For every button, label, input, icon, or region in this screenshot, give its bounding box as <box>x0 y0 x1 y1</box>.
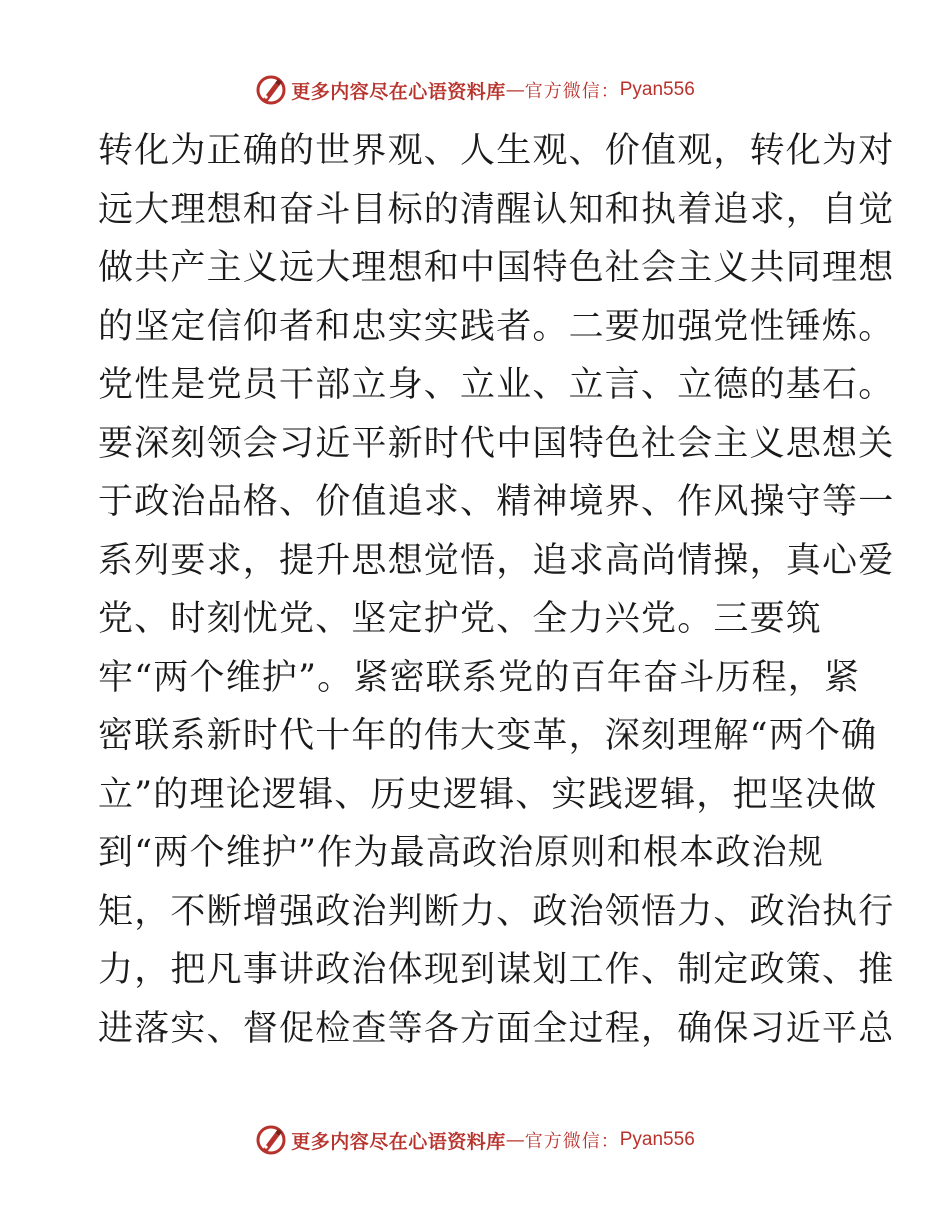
banner-official-label: 官方微信： <box>524 1131 620 1152</box>
text-line: 密联系新时代十年的伟大变革，深刻理解“两个确 <box>98 716 878 756</box>
text-line: 党性是党员干部立身、立业、立言、立德的基石。 <box>98 365 895 405</box>
document-body <box>98 122 895 1058</box>
banner-slogan: 更多内容尽在心语资料库 <box>291 80 506 103</box>
text-line: 牢“两个维护”。紧密联系党的百年奋斗历程，紧 <box>98 657 861 698</box>
pen-logo-icon <box>255 1124 287 1156</box>
text-line: 到“两个维护”作为最高政治原则和根本政治规 <box>98 833 824 873</box>
text-line: 于政治品格、价值追求、精神境界、作风操守等一 <box>98 482 895 522</box>
pen-logo-icon <box>255 74 287 106</box>
text-line: 矩，不断增强政治判断力、政治领悟力、政治执行 <box>98 891 895 932</box>
text-line: 立”的理论逻辑、历史逻辑、实践逻辑，把坚决做 <box>98 774 878 815</box>
text-line: 党、时刻忧党、坚定护党、全力兴党。三要筑 <box>98 599 823 639</box>
banner-official-label: 官方微信： <box>524 81 620 102</box>
text-line: 系列要求，提升思想觉悟，追求高尚情操，真心爱 <box>98 540 895 581</box>
footer-banner <box>0 1120 950 1160</box>
text-line: 转化为正确的世界观、人生观、价值观，转化为对 <box>98 131 895 171</box>
banner-dash: — <box>505 79 525 101</box>
banner-wechat-id: Pyan556 <box>619 1129 695 1150</box>
text-line: 远大理想和奋斗目标的清醒认知和执着追求，自觉 <box>98 189 895 230</box>
header-banner <box>0 70 950 110</box>
text-line: 的坚定信仰者和忠实实践者。二要加强党性锤炼。 <box>98 306 895 347</box>
text-line: 进落实、督促检查等各方面全过程，确保习近平总 <box>98 1008 895 1049</box>
text-line: 要深刻领会习近平新时代中国特色社会主义思想关 <box>98 423 895 464</box>
text-line: 做共产主义远大理想和中国特色社会主义共同理想 <box>98 248 895 288</box>
banner-dash: — <box>505 1129 525 1151</box>
banner-wechat-id: Pyan556 <box>619 79 695 100</box>
text-line: 力，把凡事讲政治体现到谋划工作、制定政策、推 <box>98 950 895 990</box>
banner-slogan: 更多内容尽在心语资料库 <box>291 1130 506 1153</box>
